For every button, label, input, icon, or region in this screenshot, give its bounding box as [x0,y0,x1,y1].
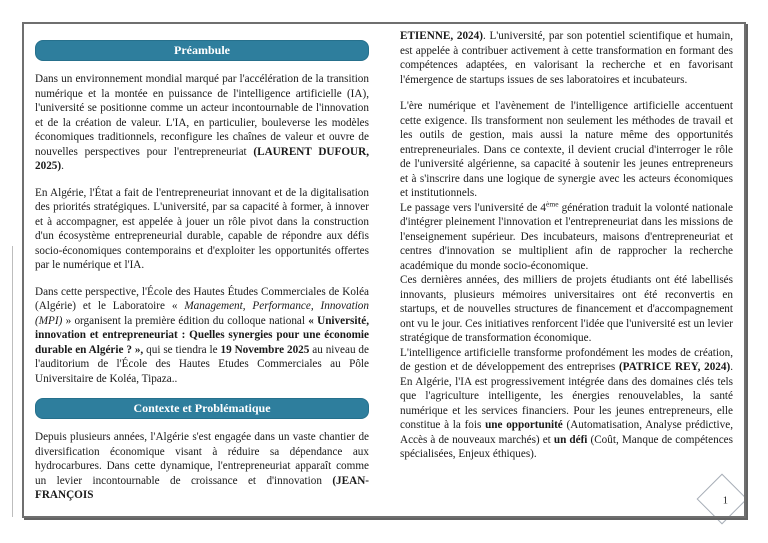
text-run: génération traduit la volonté nationale d'intégrer pleinement l'innovation et l'entrepreneuriat dans les missions de l'enseignement supérieur. Des incubateurs, maisons d'entrepreneuriat et centres d'innovation se multiplient afin de rapprocher la recherche académique du monde socio-économique. [400,201,733,272]
text-run: (Automatisation, Analyse prédictive, Accès à de nouveaux marchés) et [400,419,733,446]
paragraph [400,273,733,346]
section-heading: Contexte et Problématique [35,398,369,419]
text-run: . L'université, par son potentiel scientifique et humain, est appelée à contribuer activement à cette transformation en formant des compétences adaptées, en valorisant la recherche et en favorisant l'émergence de startups issues de ses laboratoires et incubateurs. [400,30,733,86]
text-run: « Université, innovation et entrepreneuriat : Quelles synergies pour une économie durable en Algérie ? », [35,314,369,356]
text-run: (LAURENT DUFOUR, 2025) [35,145,369,172]
text-run: qui se tiendra le [143,343,221,356]
page-number: 1 [723,495,729,507]
text-run: Le passage vers l'université de 4 [400,201,547,214]
text-run: L'ère numérique et l'avènement de l'intelligence artificielle accentuent cette exigence. Ils transforment non seulement les méthodes de travail et les outils de gestion, mais aussi la nature même des opportunités entrepreneuriales. Dans ce contexte, il devient crucial d'interroger le rôle de l'université algérienne, sa capacité à soutenir les jeunes entrepreneurs et à s'inscrire dans une logique de synergie avec les acteurs économiques et institutionnels. [400,100,733,199]
text-run: (PATRICE REY, 2024) [618,361,731,373]
paragraph [400,29,733,87]
text-run: Ces dernières années, des milliers de projets étudiants ont été labellisés innovants, plusieurs mémoires universitaires ont été reconvertis en startups, et de nouvelles structures de financement et d'accompagnement ont vu le jour. Ces initiatives renforcent l'idée que l'université est un levier stratégique de transformation économique. [400,274,733,344]
text-run: au niveau de l'auditorium de l'École des Hautes Etudes Commerciales au Pôle Universitaire de Koléa, Tipaza.. [35,343,369,385]
text-run: » organisent la première édition du colloque national [62,314,309,327]
text-run: (JEAN-FRANÇOIS [35,474,369,501]
text-run: une opportunité [485,419,563,431]
paragraph [400,99,733,201]
page-edge-line [12,246,13,517]
right-column [400,29,733,462]
left-column [35,40,369,503]
text-run: 19 Novembre 2025 [220,343,310,356]
text-run: (Coût, Manque de compétences spécialisées, Enjeux éthiques). [400,433,733,460]
page-number-badge [697,474,748,525]
text-run: ETIENNE, 2024) [400,30,483,42]
text-run: En Algérie, l'État a fait de l'entrepreneuriat innovant et de la digitalisation des priorités stratégiques. L'université, par sa capacité à former, à innover et à accompagner, est appelée à jouer un rôle pivot dans la construction d'un écosystème entrepreneurial durable, capable de répondre aux défis socio-économiques contemporains et d'exploiter les opportunités offertes par le numérique et l'IA. [35,186,369,271]
text-run: Depuis plusieurs années, l'Algérie s'est engagée dans un vaste chantier de diversification économique visant à réduire sa dépendance aux hydrocarbures. Dans cette dynamique, l'entrepreneuriat apparaît comme un levier incontournable de croissance et d'innovation [35,431,369,487]
paragraph [35,72,369,174]
paragraph [400,346,733,462]
text-run: Dans un environnement mondial marqué par l'accélération de la transition numérique et la montée en puissance de l'intelligence artificielle (IA), l'université se positionne comme un acteur incontournable de l'innovation et de la création de valeur. L'IA, en particulier, bouleverse les modèles économiques traditionnels, reconfigure les chaînes de valeur et ouvre de nouvelles perspectives pour l'entrepreneuriat [35,73,369,158]
text-run: ème [546,198,559,208]
text-run: Dans cette perspective, l'École des Hautes Études Commerciales de Koléa (Algérie) et le Laboratoire « [35,285,369,312]
text-run: un défi [553,433,588,446]
paragraph [400,198,733,274]
section-heading: Préambule [35,40,369,61]
paragraph [35,285,369,387]
text-run: . En Algérie, l'IA est progressivement intégrée dans des domaines clés tels que l'agriculture intelligente, les énergies renouvelables, la santé numérique et les services financiers. Pour les jeunes entrepreneurs, elle constitue à la fois [400,361,733,431]
paragraph [35,430,369,503]
paragraph [35,186,369,273]
text-run: Management, Performance, Innovation (MPI) [35,300,369,327]
text-run: L'intelligence artificielle transforme profondément les modes de création, de gestion et de développement des entreprises [400,346,733,373]
text-run: . [61,160,64,172]
